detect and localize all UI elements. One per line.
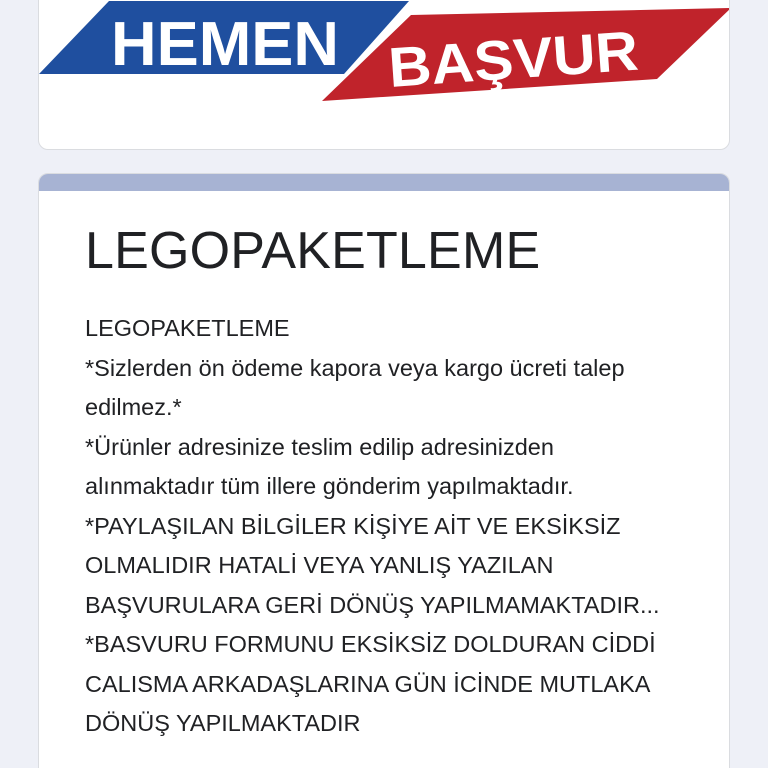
form-description xyxy=(85,309,705,744)
description-line: *Sizlerden ön ödeme kapora veya kargo ücreti talep xyxy=(85,354,625,381)
description-line: LEGOPAKETLEME xyxy=(85,315,290,341)
banner-card xyxy=(38,0,730,150)
description-line: BAŞVURULARA GERİ DÖNÜŞ YAPILMAMAKTADIR... xyxy=(85,591,660,618)
description-line: edilmez.* xyxy=(85,394,182,420)
banner-right-text: BAŞVUR xyxy=(386,19,627,99)
description-line: DÖNÜŞ YAPILMAKTADIR xyxy=(85,710,361,736)
form-title: LEGOPAKETLEME xyxy=(85,222,541,280)
hemen-basvur-banner-image xyxy=(39,0,730,150)
description-line: alınmaktadır tüm illere gönderim yapılmaktadır. xyxy=(85,473,574,499)
description-line: CALISMA ARKADAŞLARINA GÜN İCİNDE MUTLAKA xyxy=(85,670,651,697)
description-line: *Ürünler adresinize teslim edilip adresinizden xyxy=(85,433,554,460)
form-accent-bar xyxy=(39,174,729,191)
description-line: OLMALIDIR HATALİ VEYA YANLIŞ YAZILAN xyxy=(85,552,554,578)
description-line: *PAYLAŞILAN BİLGİLER KİŞİYE AİT VE EKSİKSİZ xyxy=(85,512,621,539)
banner-left-text: HEMEN xyxy=(111,10,339,79)
description-line: *BASVURU FORMUNU EKSİKSİZ DOLDURAN CİDDİ xyxy=(85,631,656,657)
form-header-card xyxy=(38,173,730,768)
